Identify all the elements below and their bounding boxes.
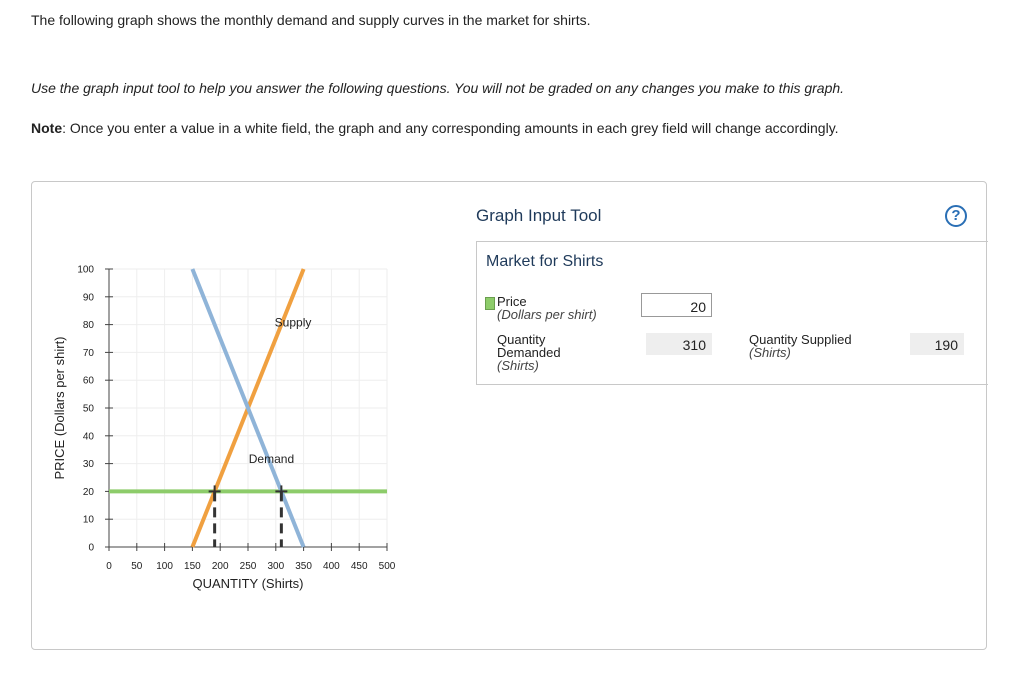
price-unit: (Dollars per shirt): [497, 307, 597, 322]
x-tick-label: 450: [350, 561, 368, 572]
y-tick-label: 30: [82, 459, 94, 471]
intro-text: The following graph shows the monthly demand and supply curves in the market for shirts.: [31, 12, 591, 28]
y-tick-label: 20: [82, 486, 94, 498]
x-tick-label: 300: [267, 561, 285, 572]
x-tick-label: 400: [323, 561, 340, 572]
demand-label: Demand: [248, 451, 295, 466]
price-label: Price: [497, 294, 527, 309]
quantity-supplied-value: 190: [910, 333, 964, 355]
y-tick-label: 70: [82, 347, 94, 359]
x-tick-label: 250: [239, 561, 257, 572]
x-tick-label: 350: [295, 561, 312, 572]
demand-supply-chart[interactable]: [40, 250, 420, 610]
y-tick-label: 90: [82, 292, 94, 304]
x-tick-label: 50: [131, 561, 143, 572]
quantity-demanded-unit: (Shirts): [497, 358, 539, 373]
y-axis-title: PRICE (Dollars per shirt): [52, 336, 67, 480]
note-body: : Once you enter a value in a white field, the graph and any corresponding amounts in each grey field will change accordingly.: [62, 120, 839, 136]
quantity-supplied-unit: (Shirts): [749, 345, 791, 360]
x-tick-label: 0: [106, 561, 112, 572]
x-tick-label: 200: [211, 561, 229, 572]
market-title: Market for Shirts: [486, 253, 604, 270]
y-tick-label: 100: [77, 264, 94, 276]
quantity-demanded-value: 310: [646, 333, 712, 355]
note-text: [31, 120, 839, 136]
y-tick-label: 40: [82, 431, 94, 443]
quantity-supplied-label: Quantity Supplied: [749, 332, 852, 347]
price-input[interactable]: [641, 293, 712, 317]
y-tick-label: 0: [88, 542, 94, 554]
y-tick-label: 60: [82, 375, 94, 387]
x-tick-label: 500: [378, 561, 396, 572]
quantity-demanded-label-line1: Quantity: [497, 332, 546, 347]
help-icon[interactable]: ?: [945, 205, 967, 227]
supply-label: Supply: [274, 315, 312, 330]
y-tick-label: 50: [82, 403, 94, 415]
note-label: Note: [31, 120, 63, 136]
price-line-swatch-icon: [485, 297, 495, 310]
x-tick-label: 100: [156, 561, 173, 572]
graph-input-tool-title: Graph Input Tool: [476, 206, 602, 225]
x-axis-title: QUANTITY (Shirts): [192, 576, 304, 591]
x-tick-label: 150: [184, 561, 201, 572]
y-tick-label: 80: [82, 320, 94, 332]
y-tick-label: 10: [82, 514, 94, 526]
instructions-text: Use the graph input tool to help you answer the following questions. You will not be graded on any changes you make to this graph.: [31, 80, 845, 96]
quantity-demanded-label-line2: Demanded: [497, 345, 561, 360]
